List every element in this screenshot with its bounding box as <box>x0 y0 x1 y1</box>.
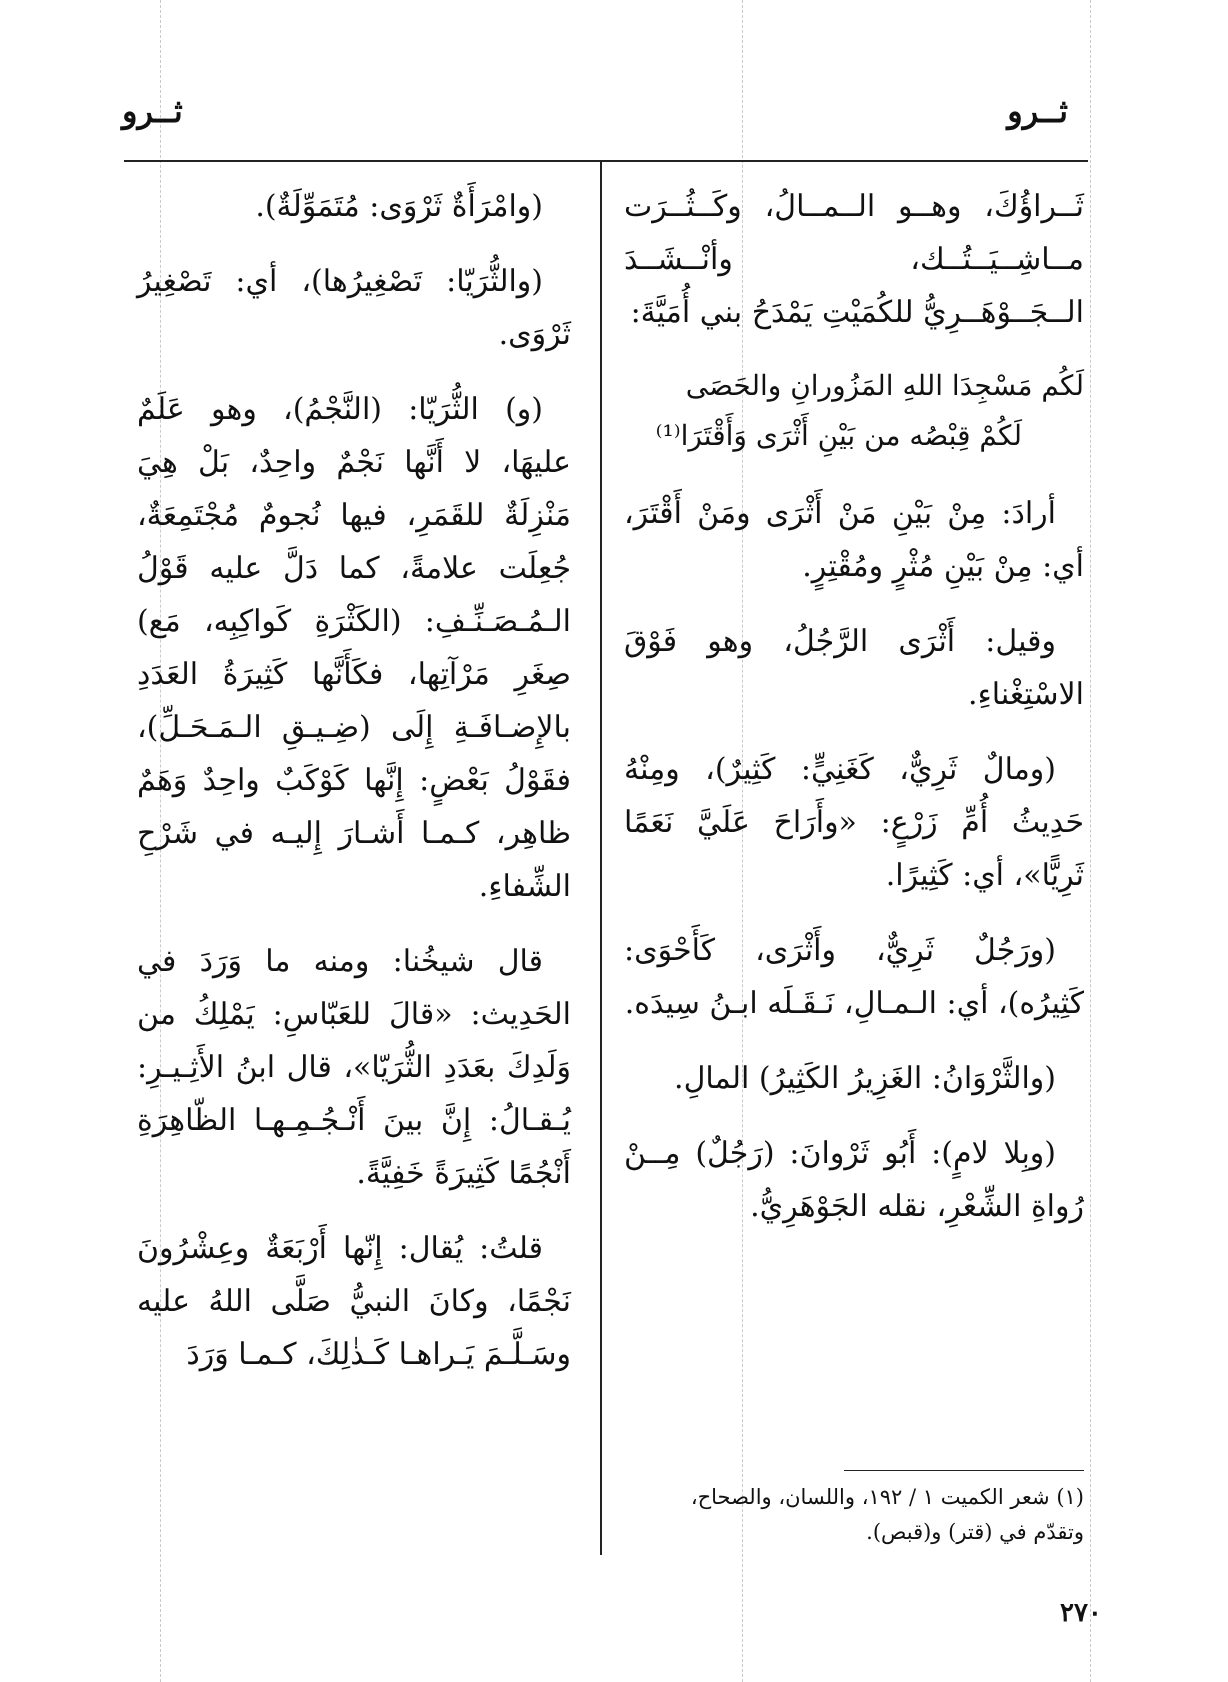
column-divider <box>600 160 602 1555</box>
paragraph: (ومالٌ ثَرِيٌّ، كَغَنِيٍّ: كَثِيرٌ)، ومِنْهُ حَدِيثُ أُمِّ زَرْعٍ: «وأَرَاحَ عَلَيَّ نَعَمًا ثَرِيًّا»، أي: كَثِيرًا. <box>624 752 1084 893</box>
footnote-line: (١) شعر الكميت ١ / ١٩٢، واللسان، والصحاح، <box>690 1485 1084 1509</box>
running-header-right: ثــرو <box>1007 92 1068 130</box>
paragraph: ثَــراؤُكَ، وهــو الــمــالُ، وكَــثُــرَت مــاشِــيَــتُــك، وأنْــشَــدَ الــجَــوْهَــرِيُّ للكُمَيْتِ يَمْدَحُ بني أُمَيَّةَ: <box>624 189 1084 330</box>
paragraph: (والثَّرْوَانُ: الغَزِيرُ الكَثِيرُ) المالِ. <box>674 1061 1056 1096</box>
paragraph: (وبِلا لامٍ): أَبُو ثَرْوانَ: (رَجُلٌ) مِــنْ رُواةِ الشِّعْرِ، نقله الجَوْهَرِيُّ. <box>624 1136 1084 1224</box>
left-column <box>137 180 571 1403</box>
scan-guide-line <box>1090 0 1091 1682</box>
paragraph: قال شيخُنا: ومنه ما وَرَدَ في الحَدِيث: «قالَ للعَبّاسِ: يَمْلِكُ من وَلَدِكَ بعَدَدِ الثُّرَيّا»، قال ابنُ الأَثِـيـرِ: يُـقـالُ: إِنَّ بينَ أَنْـجُـمِـهـا الظّاهِرَةِ أَنْجُمًا كَثِيرَةً خَفِيَّةً. <box>137 944 571 1191</box>
paragraph: (والثُّرَيّا: تَصْغِيرُها)، أي: تَصْغِيرُ ثَرْوَى. <box>137 264 571 352</box>
paragraph: أرادَ: مِنْ بَيْنِ مَنْ أَثْرَى ومَنْ أَقْتَرَ، أي: مِنْ بَيْنِ مُثْرٍ ومُقْتِرٍ. <box>624 496 1084 584</box>
footnote <box>624 1480 1084 1550</box>
page-number: ٢٧٠ <box>1060 1598 1102 1628</box>
poem-hemistich-2: لَكُمْ قِبْصُه من بَيْنِ أَثْرَى وَأَقْتَرَا⁽¹⁾ <box>655 419 1022 452</box>
header-rule <box>124 160 1088 162</box>
right-column <box>624 180 1084 1255</box>
poem <box>624 361 1084 461</box>
paragraph: (وامْرَأَةٌ ثَرْوَى: مُتَمَوِّلَةٌ). <box>255 189 543 224</box>
paragraph: وقيل: أَثْرَى الرَّجُلُ، وهو فَوْقَ الاسْتِغْناءِ. <box>624 624 1084 712</box>
paragraph: (و) الثُّرَيّا: (النَّجْمُ)، وهو عَلَمٌ عليهَا، لا أَنَّها نَجْمٌ واحِدٌ، بَلْ هِيَ مَنْزِلَةٌ للقَمَرِ، فيها نُجومٌ مُجْتَمِعَةٌ، جُعِلَت علامةً، كما دَلَّ عليه قَوْلُ الـمُـصَـنِّـفِ: (الكَثْرَةِ كَواكِبِه، مَع) صِغَرِ مَرْآتِها، فكَأَنَّها كَثِيرَةُ العَدَدِ بالإِضـافَـةِ إِلَى (ضِـيـقِ الـمَـحَـلِّ)، فقَوْلُ بَعْضٍ: إِنَّها كَوْكَبٌ واحِدٌ وَهَمٌ ظاهِر، كـمـا أَشـارَ إِليـه في شَرْحِ الشِّفاءِ. <box>137 392 571 904</box>
footnote-line: وتقدّم في (قتر) و(قبص). <box>866 1520 1084 1544</box>
running-header-left: ثــرو <box>122 92 183 130</box>
paragraph: (ورَجُلٌ ثَرِيٌّ، وأَثْرَى، كَأَحْوَى: كَثِيرُه)، أي: الـمـالِ، نَـقَـلَه ابـنُ سِيدَه. <box>624 933 1084 1021</box>
paragraph: قلتُ: يُقال: إِنّها أَرْبَعَةٌ وعِشْرُونَ نَجْمًا، وكانَ النبيُّ صَلَّى اللهُ عليه وسَـلَّـمَ يَـراهـا كَـذٰلِكَ، كـمـا وَرَدَ <box>137 1231 571 1372</box>
footnote-rule <box>844 1470 1084 1471</box>
poem-hemistich-1: لَكُم مَسْجِدَا اللهِ المَزُورانِ والحَصَى <box>685 369 1084 402</box>
